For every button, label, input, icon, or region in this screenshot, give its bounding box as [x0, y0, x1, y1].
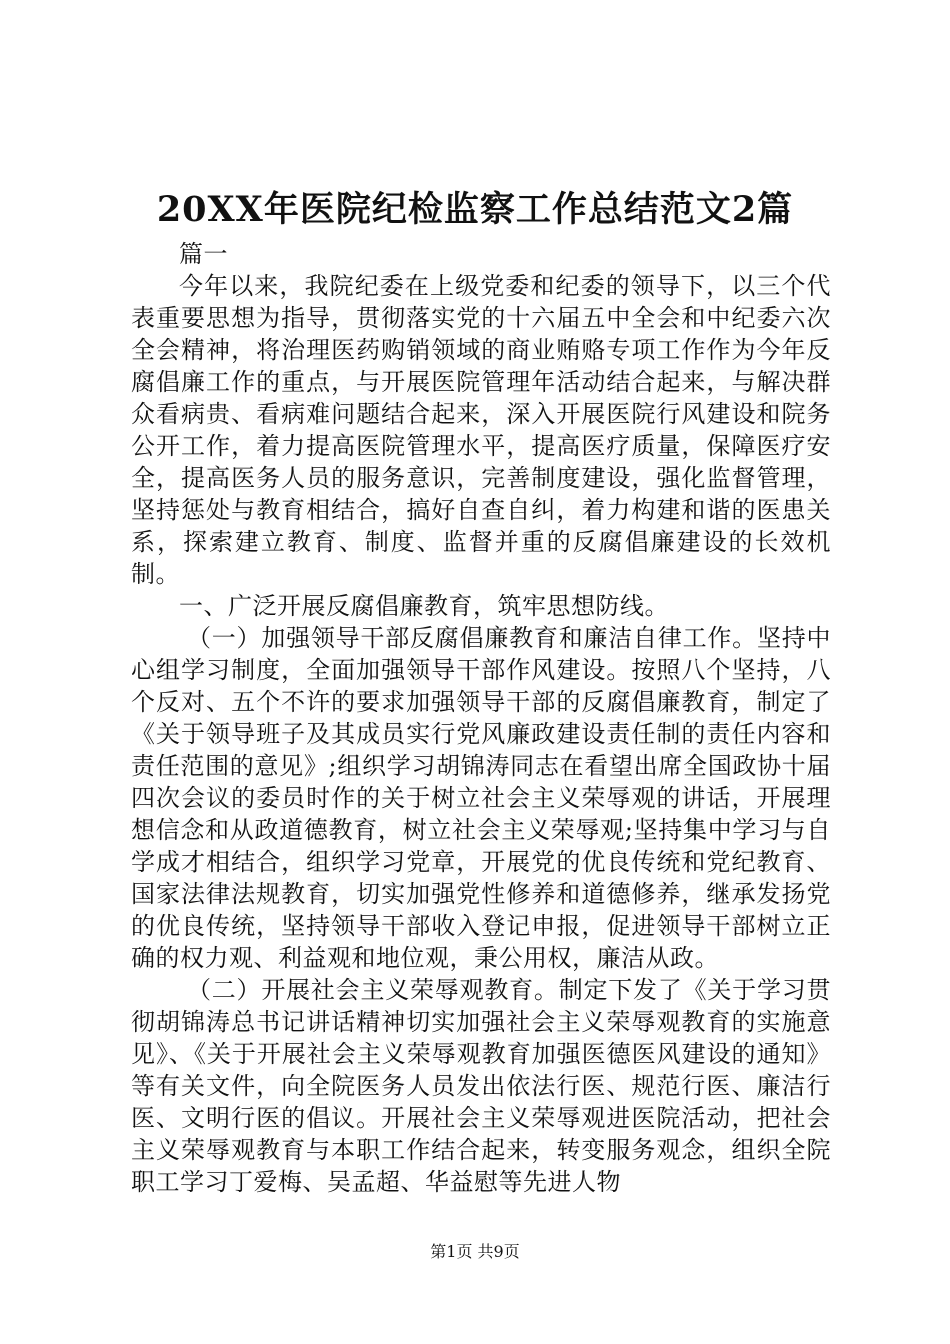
document-title: 20XX年医院纪检监察工作总结范文2篇 — [156, 189, 794, 230]
section-label: 篇一 — [179, 240, 228, 268]
paragraph-heading-1: 一、广泛开展反腐倡廉教育，筑牢思想防线。 — [179, 592, 669, 620]
paragraph-item-1: （一）加强领导干部反腐倡廉教育和廉洁自律工作。坚持中心组学习制度，全面加强领导干部作风建设。按照八个坚持，八个反对、五个不许的要求加强领导干部的反腐倡廉教育，制定了《关于领导班子及其成员实行党风廉政建设责任制的责任内容和责任范围的意见》;组织学习胡锦涛同志在看望出席全国政协十届四次会议的委员时作的关于树立社会主义荣辱观的讲话，开展理想信念和从政道德教育，树立社会主义荣辱观;坚持集中学习与自学成才相结合，组织学习党章，开展党的优良传统和党纪教育、国家法律法规教育，切实加强党性修养和道德修养，继承发扬党的优良传统，坚持领导干部收入登记申报，促进领导干部树立正确的权力观、利益观和地位观，秉公用权，廉洁从政。 — [131, 624, 831, 972]
page-footer: 第1页 共9页 — [430, 1242, 520, 1261]
paragraph-intro: 今年以来，我院纪委在上级党委和纪委的领导下，以三个代表重要思想为指导，贯彻落实党的十六届五中全会和中纪委六次全会精神，将治理医药购销领域的商业贿赂专项工作作为今年反腐倡廉工作的重点，与开展医院管理年活动结合起来，与解决群众看病贵、看病难问题结合起来，深入开展医院行风建设和院务公开工作，着力提高医院管理水平，提高医疗质量，保障医疗安全，提高医务人员的服务意识，完善制度建设，强化监督管理，坚持惩处与教育相结合，搞好自查自纠，着力构建和谐的医患关系，探索建立教育、制度、监督并重的反腐倡廉建设的长效机制。 — [131, 272, 831, 588]
paragraph-item-2: （二）开展社会主义荣辱观教育。制定下发了《关于学习贯彻胡锦涛总书记讲话精神切实加强社会主义荣辱观教育的实施意见》、《关于开展社会主义荣辱观教育加强医德医风建设的通知》等有关文件，向全院医务人员发出依法行医、规范行医、廉洁行医、文明行医的倡议。开展社会主义荣辱观进医院活动，把社会主义荣辱观教育与本职工作结合起来，转变服务观念，组织全院职工学习丁爱梅、吴孟超、华益慰等先进人物 — [131, 976, 831, 1196]
document-body — [131, 238, 831, 1198]
